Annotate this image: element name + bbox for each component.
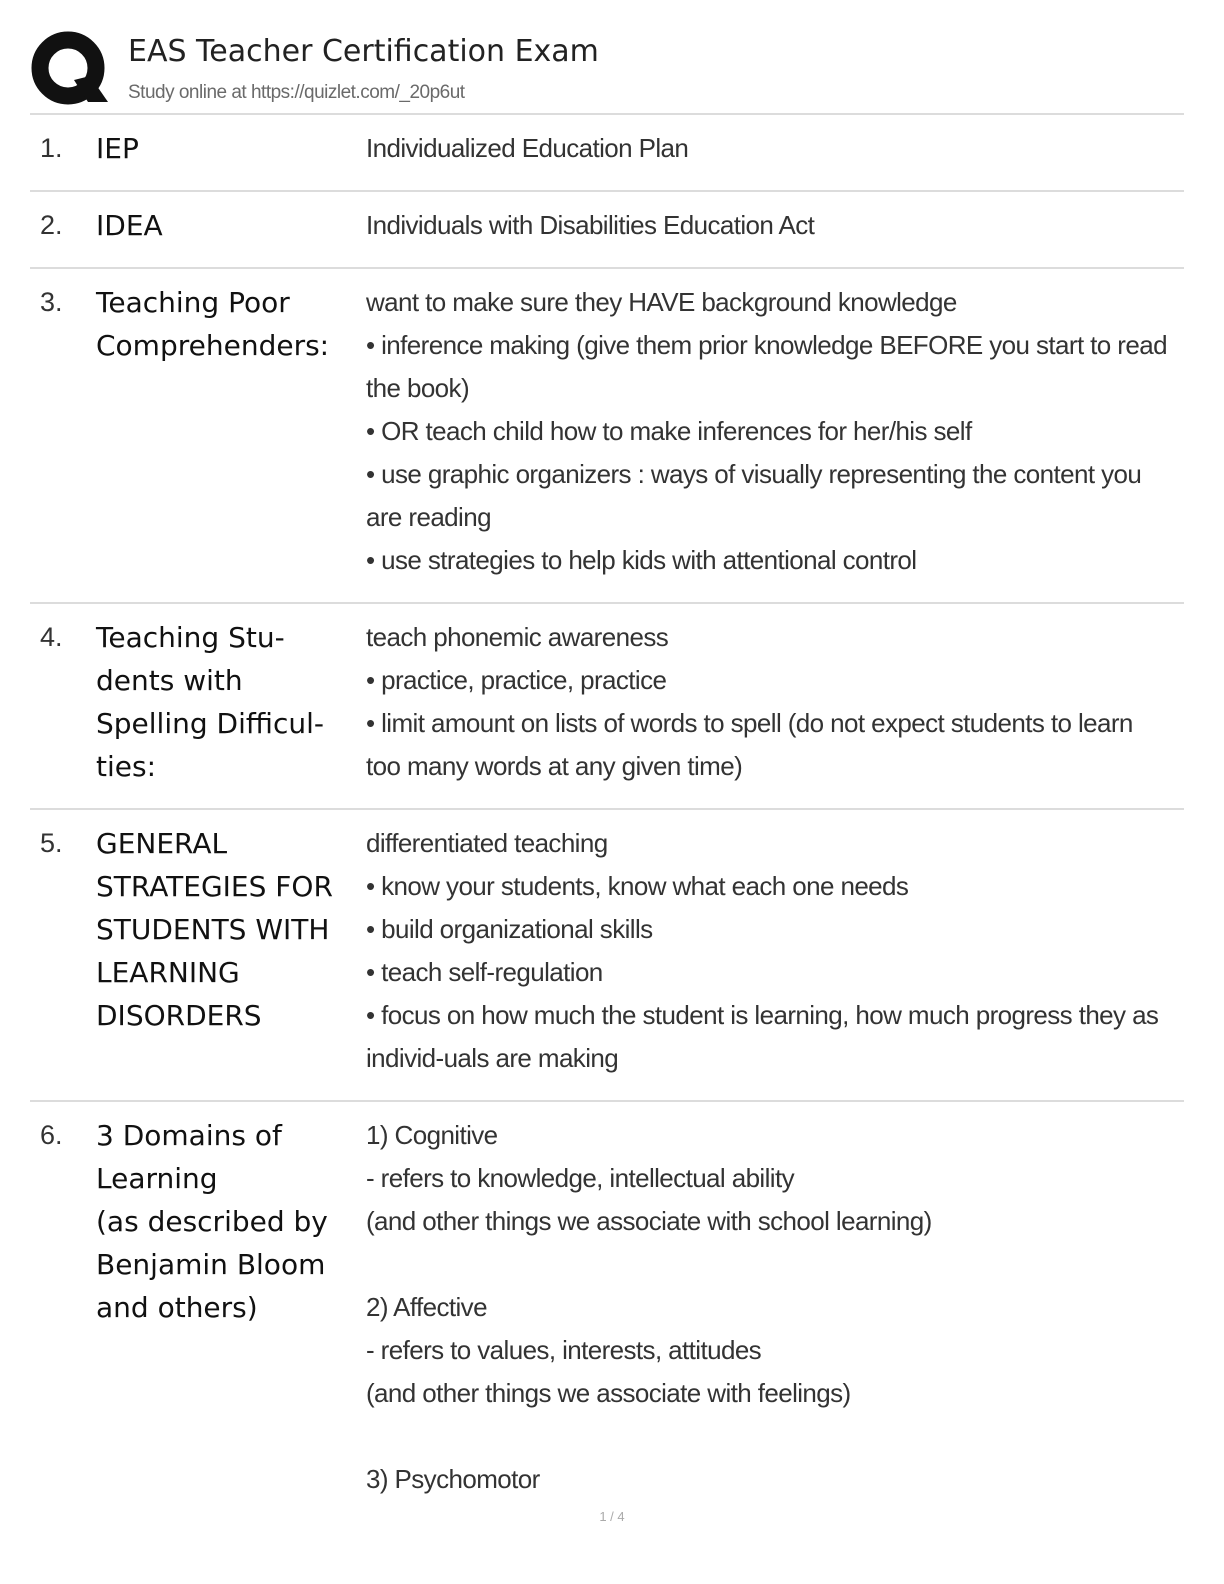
card-number: 2. — [40, 210, 63, 240]
flashcard-row — [30, 269, 1184, 604]
card-definition: 1) Cognitive - refers to knowledge, intellectual ability (and other things we associate with school learning) 2) Affective - refers to values, interests, attitudes (and other things we associate with feelings) 3) Psychomotor — [366, 1120, 932, 1494]
quizlet-q-logo-icon — [30, 30, 110, 110]
flashcard-row — [30, 115, 1184, 192]
card-definition: want to make sure they HAVE background knowledge • inference making (give them prior knowledge BEFORE you start to read the book) • OR teach child how to make inferences for her/his self • use graphic organizers : ways of visually representing the content you are reading • use strategies to help kids with attentional control — [366, 287, 1167, 575]
card-term: IDEA — [96, 209, 163, 242]
card-number: 1. — [40, 133, 63, 163]
card-number: 6. — [40, 1120, 63, 1150]
flashcard-row — [30, 604, 1184, 810]
page-number: 1 / 4 — [599, 1509, 625, 1524]
card-definition: differentiated teaching • know your students, know what each one needs • build organizational skills • teach self-regulation • focus on how much the student is learning, how much progress they as individ-uals are making — [366, 828, 1159, 1073]
card-term: Teaching Poor Comprehenders: — [96, 286, 330, 362]
card-term: Teaching Stu- dents with Spelling Difficul- ties: — [96, 621, 324, 783]
page-title: EAS Teacher Certification Exam — [128, 34, 599, 69]
card-number: 3. — [40, 287, 63, 317]
card-term: IEP — [96, 132, 139, 165]
flashcard-row — [30, 192, 1184, 269]
card-number: 4. — [40, 622, 63, 652]
flashcard-list — [30, 113, 1184, 1521]
card-term: 3 Domains of Learning (as described by Benjamin Bloom and others) — [96, 1119, 328, 1324]
flashcard-row — [30, 810, 1184, 1102]
card-number: 5. — [40, 828, 63, 858]
flashcard-row — [30, 1102, 1184, 1521]
page-header — [30, 30, 1190, 112]
card-term: GENERAL STRATEGIES FOR STUDENTS WITH LEARNING DISORDERS — [96, 827, 333, 1032]
card-definition: teach phonemic awareness • practice, practice, practice • limit amount on lists of words to spell (do not expect students to learn too many words at any given time) — [366, 622, 1133, 781]
card-definition: Individualized Education Plan — [366, 133, 689, 163]
study-online-link[interactable]: Study online at https://quizlet.com/_20p6ut — [128, 82, 465, 103]
card-definition: Individuals with Disabilities Education Act — [366, 210, 815, 240]
